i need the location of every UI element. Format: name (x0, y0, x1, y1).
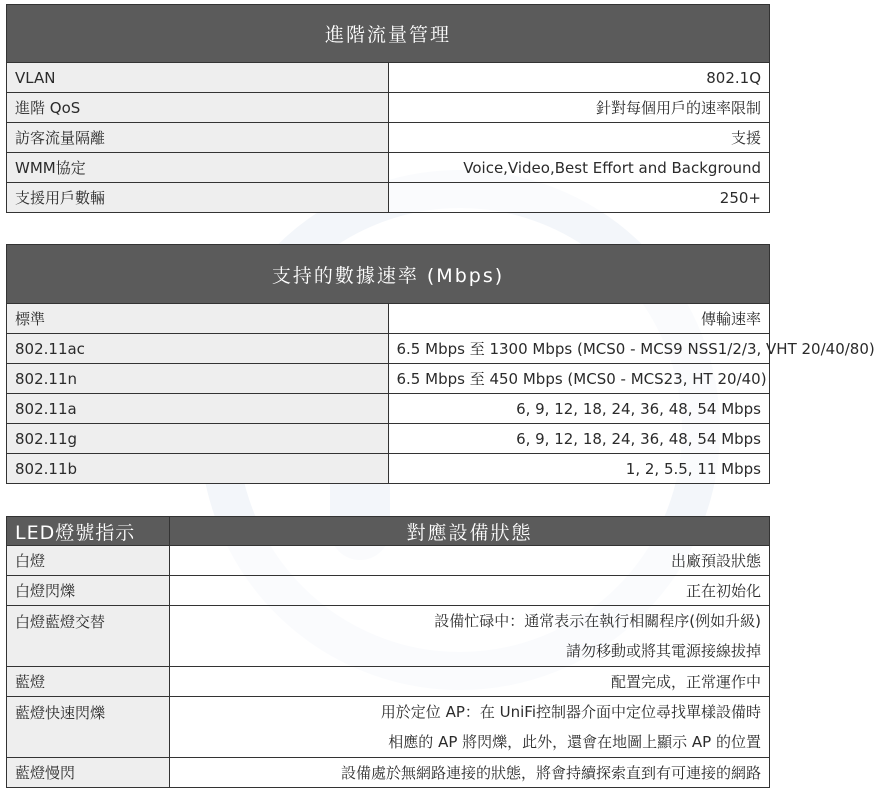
row-value: 1, 2, 5.5, 11 Mbps (388, 454, 770, 484)
row-value: 出廠預設狀態 (170, 546, 770, 576)
traffic-management-table (6, 4, 770, 213)
row-label: 支援用戶數輛 (7, 183, 389, 213)
row-value: 設備處於無網路連接的狀態，將會持續探索直到有可連接的網路 (170, 758, 770, 788)
row-label: 白燈閃爍 (7, 576, 170, 606)
row-label: 802.11g (7, 424, 389, 454)
led-indicator-header: LED燈號指示 (7, 517, 170, 546)
row-value-line: 請勿移動或將其電源接線拔掉 (565, 642, 761, 660)
row-value: 802.1Q (388, 63, 770, 93)
row-label: 802.11a (7, 394, 389, 424)
row-value: 配置完成，正常運作中 (170, 667, 770, 697)
device-status-header: 對應設備狀態 (170, 517, 770, 546)
table-row (7, 93, 770, 123)
row-label: 藍燈 (7, 667, 170, 697)
table-row (7, 667, 770, 697)
row-value: 250+ (388, 183, 770, 213)
row-value-line: 相應的 AP 將閃爍，此外，還會在地圖上顯示 AP 的位置 (388, 733, 761, 751)
table-row (7, 364, 770, 394)
row-label: 白燈 (7, 546, 170, 576)
table-row (7, 758, 770, 788)
data-rates-table (6, 244, 875, 484)
row-label: 藍燈快速閃爍 (7, 697, 170, 758)
table-row (7, 153, 770, 183)
row-label: 白燈藍燈交替 (7, 606, 170, 667)
row-label: 802.11b (7, 454, 389, 484)
table-row (7, 697, 770, 758)
table-row (7, 334, 770, 364)
row-value: 6.5 Mbps 至 450 Mbps (MCS0 - MCS23, HT 20/40) (388, 364, 770, 394)
row-value (170, 697, 770, 758)
row-label: 進階 QoS (7, 93, 389, 123)
row-value: 支援 (388, 123, 770, 153)
row-label: VLAN (7, 63, 389, 93)
table-row (7, 424, 770, 454)
row-value: Voice,Video,Best Effort and Background (388, 153, 770, 183)
table-row (7, 183, 770, 213)
row-value: 正在初始化 (170, 576, 770, 606)
table-row (7, 394, 770, 424)
row-label: 802.11ac (7, 334, 389, 364)
column-header-rate: 傳輸速率 (388, 304, 770, 334)
column-header-standard: 標準 (7, 304, 389, 334)
table-header-row (7, 517, 770, 546)
traffic-management-title: 進階流量管理 (7, 5, 770, 63)
row-value: 6.5 Mbps 至 1300 Mbps (MCS0 - MCS9 NSS1/2/3, VHT 20/40/80) (388, 334, 770, 364)
row-value-line: 設備忙碌中：通常表示在執行相關程序(例如升級) (434, 612, 761, 630)
row-value: 針對每個用戶的速率限制 (388, 93, 770, 123)
row-label: WMM協定 (7, 153, 389, 183)
row-label: 訪客流量隔離 (7, 123, 389, 153)
row-value-line: 用於定位 AP：在 UniFi控制器介面中定位尋找單樣設備時 (380, 703, 761, 721)
table-row (7, 454, 770, 484)
led-status-table (6, 516, 770, 788)
table-row (7, 576, 770, 606)
table-header-row (7, 304, 770, 334)
row-label: 802.11n (7, 364, 389, 394)
row-label: 藍燈慢閃 (7, 758, 170, 788)
table-row (7, 63, 770, 93)
table-row (7, 606, 770, 667)
row-value: 6, 9, 12, 18, 24, 36, 48, 54 Mbps (388, 424, 770, 454)
table-row (7, 546, 770, 576)
table-row (7, 123, 770, 153)
data-rates-title: 支持的數據速率 (Mbps) (7, 245, 770, 304)
row-value: 6, 9, 12, 18, 24, 36, 48, 54 Mbps (388, 394, 770, 424)
row-value (170, 606, 770, 667)
